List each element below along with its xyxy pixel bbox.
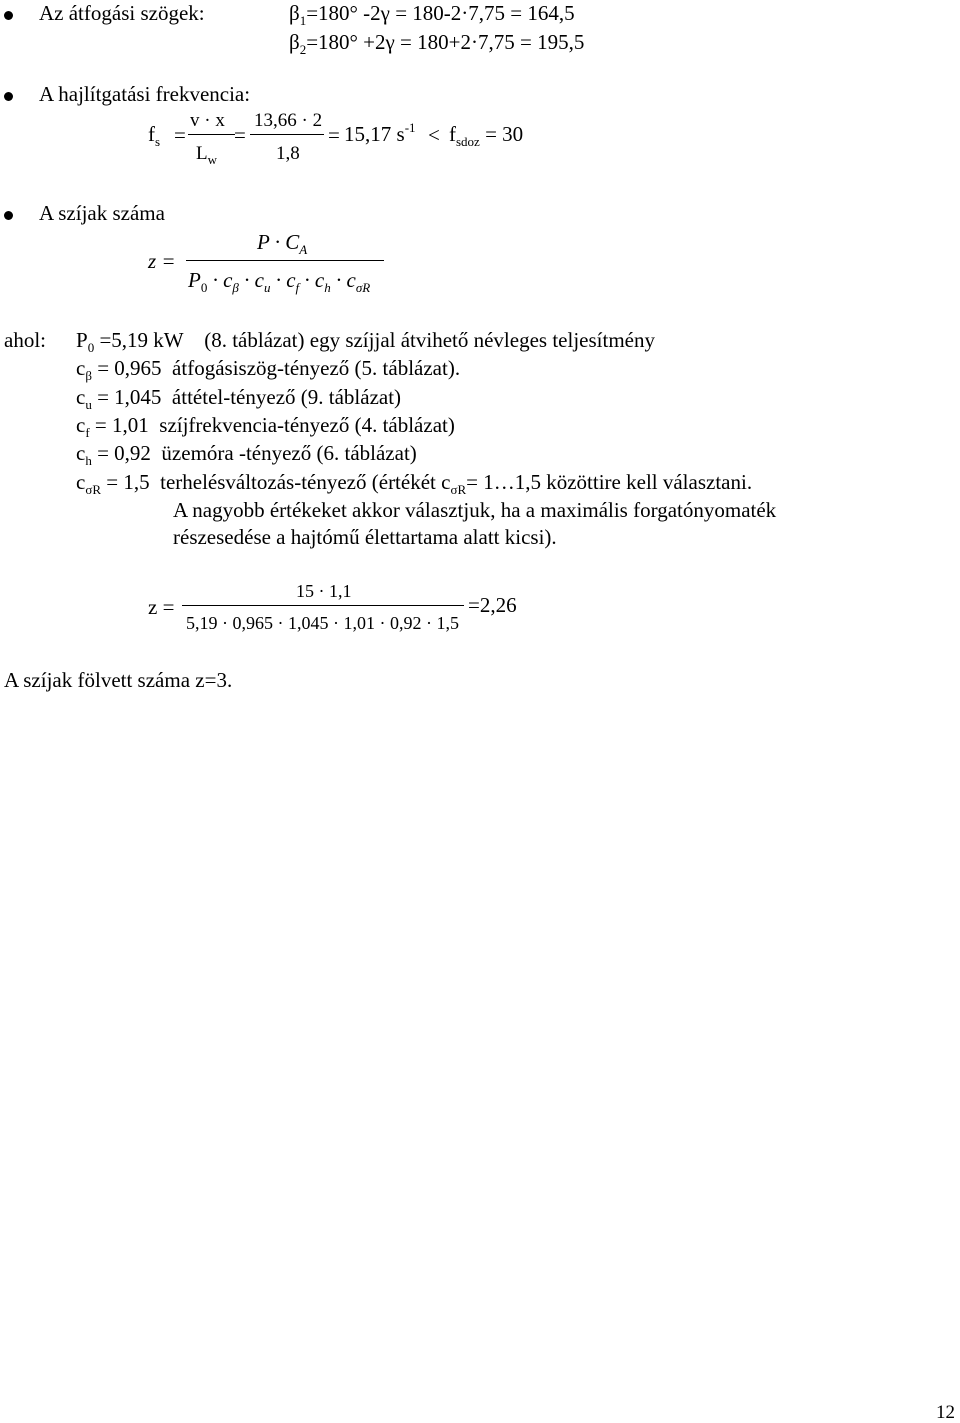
def-csigmar-line3: részesedése a hajtómű élettartama alatt kicsi). (173, 525, 557, 549)
numerator-1: v · x (190, 110, 225, 131)
bullet-1 (4, 11, 13, 20)
belt-formula-denominator: $P_0 \cdot c_\beta \cdot c_u \cdot c_f \cdot c_h \cdot c_{\sigma R}$ (188, 268, 371, 295)
equals-1: = (174, 123, 186, 147)
beta2-expression: =180° +2γ = 180+2·7,75 = 195,5 (306, 30, 585, 54)
calc-result: =2,26 (468, 593, 517, 617)
frequency-result: 15,17 $s^{-1}$ (344, 120, 416, 146)
belt-formula-bar (186, 260, 384, 261)
calc-fraction-bar (182, 605, 464, 606)
fs-symbol: $f_s$ (148, 122, 161, 149)
less-than: < (428, 123, 440, 147)
belt-formula-numerator: $P \cdot C_A$ (257, 230, 308, 257)
denominator-1: $L_w$ (196, 143, 217, 167)
beta-symbol: β (289, 30, 300, 54)
beta-sub-1: 1 (299, 13, 307, 28)
def-p0: $P_0 =5,19$ kW (8. táblázat) egy szíjjal átvihető névleges teljesítmény (76, 328, 655, 355)
z-equals: z = (148, 249, 176, 273)
def-cf: $c_f = 1,01$ szíjfrekvencia-tényező (4. táblázat) (76, 413, 455, 440)
ahol-label: ahol: (4, 328, 46, 352)
def-cu: $c_u = 1,045$ áttétel-tényező (9. táblázat) (76, 385, 402, 412)
beta-sub-2: 2 (299, 42, 307, 57)
calc-denominator: 5,19 · 0,965 · 1,045 · 1,01 · 0,92 · 1,5 (186, 613, 459, 633)
equals-2: = (234, 123, 246, 147)
def-ch: $c_h = 0,92$ üzemóra -tényező (6. táblázat) (76, 441, 417, 468)
frequency-label: A hajlítgatási frekvencia: (39, 82, 251, 106)
bullet-3 (4, 211, 13, 220)
angle-beta2 (289, 30, 585, 57)
belt-count-label: A szíjak száma (39, 201, 165, 225)
calc-numerator: 15 · 1,1 (296, 581, 352, 601)
final-belt-count: A szíjak fölvett száma z=3. (4, 668, 233, 692)
fraction-bar-2 (250, 134, 324, 135)
calc-z-equals: z = (148, 595, 175, 619)
def-csigmar-line2: A nagyobb értékeket akkor választjuk, ha a maximális forgatónyomaték (173, 498, 777, 522)
fraction-bar-1 (188, 134, 235, 135)
denominator-2: 1,8 (276, 143, 300, 164)
angles-label: Az átfogási szögek: (39, 1, 205, 25)
page-number: 12 (936, 1402, 955, 1423)
equals-3: = (328, 123, 340, 147)
def-cbeta: $c_\beta = 0,965$ átfogásiszög-tényező (5. táblázat). (76, 356, 461, 383)
fsdoz-limit: $f_{sdoz} = 30$ (449, 122, 524, 149)
beta1-expression: =180° -2γ = 180-2·7,75 = 164,5 (306, 1, 575, 25)
bullet-2 (4, 92, 13, 101)
beta-symbol: β (289, 1, 300, 25)
angle-beta1 (289, 1, 575, 28)
def-csigmar: $c_{\sigma R} = 1,5$ terhelésváltozás-tényező (értékét $c_{\sigma R}=$ 1…1,5 közöttire kell választani. (76, 470, 753, 497)
numerator-2: 13,66 · 2 (254, 110, 323, 131)
